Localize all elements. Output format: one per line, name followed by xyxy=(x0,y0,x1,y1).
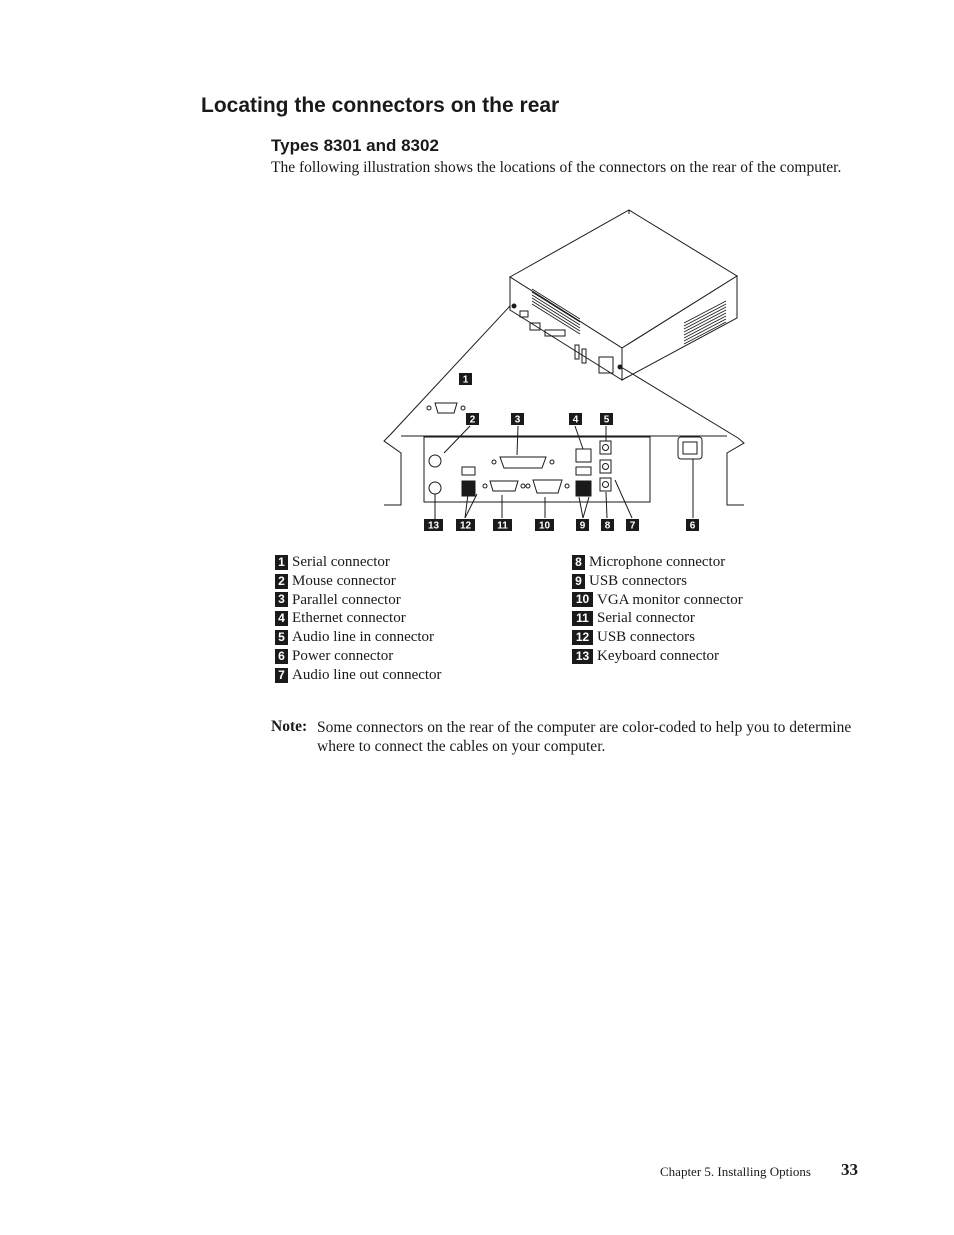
legend-item xyxy=(572,609,743,628)
callout-number: 7 xyxy=(275,668,288,683)
svg-text:11: 11 xyxy=(497,520,508,532)
parallel-connector xyxy=(492,457,554,468)
callout-number: 6 xyxy=(275,649,288,664)
legend-label: Parallel connector xyxy=(292,591,401,608)
callout-number: 1 xyxy=(275,555,288,570)
legend-item xyxy=(275,628,442,647)
legend-item xyxy=(572,572,743,591)
callout-number: 3 xyxy=(275,592,288,607)
mouse-port xyxy=(429,455,441,467)
legend-label: Power connector xyxy=(292,647,394,664)
callout-6 xyxy=(686,519,699,532)
legend-item xyxy=(275,591,442,610)
svg-text:1: 1 xyxy=(462,374,469,386)
legend-item xyxy=(572,553,743,572)
svg-text:10: 10 xyxy=(538,520,551,532)
svg-text:3: 3 xyxy=(514,414,521,426)
vga-connector xyxy=(526,480,569,493)
callout-13 xyxy=(424,519,443,532)
callout-3 xyxy=(511,413,524,426)
legend-label: VGA monitor connector xyxy=(597,591,743,608)
callout-number: 11 xyxy=(572,611,593,626)
svg-text:5: 5 xyxy=(603,414,610,426)
callout-4 xyxy=(569,413,582,426)
callout-number: 5 xyxy=(275,630,288,645)
legend-label: Audio line in connector xyxy=(292,629,435,646)
keyboard-port xyxy=(429,482,441,494)
note-label: Note: xyxy=(271,718,308,735)
serial-connector-top xyxy=(427,403,465,413)
legend-label: USB connectors xyxy=(597,629,695,646)
svg-text:13: 13 xyxy=(427,520,440,532)
callout-number: 9 xyxy=(572,574,585,589)
callout-7 xyxy=(626,519,639,532)
legend-label: Mouse connector xyxy=(292,572,396,589)
callout-number: 8 xyxy=(572,555,585,570)
svg-text:12: 12 xyxy=(459,520,472,532)
note-text: Some connectors on the rear of the computer are color-coded to help you to determine where to connect the cables on your computer. xyxy=(317,719,852,755)
svg-text:4: 4 xyxy=(572,414,579,426)
callout-number: 12 xyxy=(572,630,593,645)
svg-text:9: 9 xyxy=(579,520,586,532)
legend-label: Serial connector xyxy=(292,554,390,570)
power-connector xyxy=(678,437,702,459)
callout-number: 4 xyxy=(275,611,288,626)
legend-item xyxy=(275,553,442,572)
callout-9 xyxy=(576,519,589,532)
callout-badges xyxy=(424,373,699,532)
legend-item xyxy=(275,647,442,666)
legend-label: Audio line out connector xyxy=(292,666,442,683)
legend-item xyxy=(572,591,743,610)
rear-panel-outline xyxy=(384,435,401,505)
callout-12 xyxy=(456,519,475,532)
callout-number: 10 xyxy=(572,592,593,607)
page-number: 33 xyxy=(841,1160,858,1179)
svg-text:8: 8 xyxy=(604,520,611,532)
section-title: Locating the connectors on the rear xyxy=(201,94,560,117)
zoom-line-right xyxy=(621,367,738,438)
legend-item xyxy=(275,609,442,628)
legend-label: USB connectors xyxy=(589,572,687,589)
svg-text:2: 2 xyxy=(469,414,476,426)
legend-left xyxy=(275,553,442,685)
serial-connector-bottom xyxy=(483,481,525,491)
legend-item xyxy=(275,572,442,591)
callout-8 xyxy=(601,519,614,532)
legend-item xyxy=(275,666,442,685)
callout-5 xyxy=(600,413,613,426)
callout-1 xyxy=(459,373,472,386)
intro-paragraph: The following illustration shows the locations of the connectors on the rear of the computer. xyxy=(271,159,842,176)
subsection-title: Types 8301 and 8302 xyxy=(271,136,439,155)
legend-item xyxy=(572,628,743,647)
legend-label: Serial connector xyxy=(597,610,695,627)
callout-number: 2 xyxy=(275,574,288,589)
callout-11 xyxy=(493,519,512,532)
ethernet-port xyxy=(576,449,591,462)
legend-right xyxy=(572,553,743,666)
callout-10 xyxy=(535,519,554,532)
zoom-line-left xyxy=(390,306,510,435)
callout-number: 13 xyxy=(572,649,593,664)
legend-item xyxy=(572,647,743,666)
callout-2 xyxy=(466,413,479,426)
legend-label: Keyboard connector xyxy=(597,647,720,664)
footer-chapter: Chapter 5. Installing Options xyxy=(660,1164,811,1179)
rear-connectors-illustration xyxy=(380,205,750,537)
legend-label: Ethernet connector xyxy=(292,610,406,627)
svg-text:6: 6 xyxy=(689,520,696,532)
svg-text:7: 7 xyxy=(629,520,636,532)
legend-label: Microphone connector xyxy=(589,554,726,570)
